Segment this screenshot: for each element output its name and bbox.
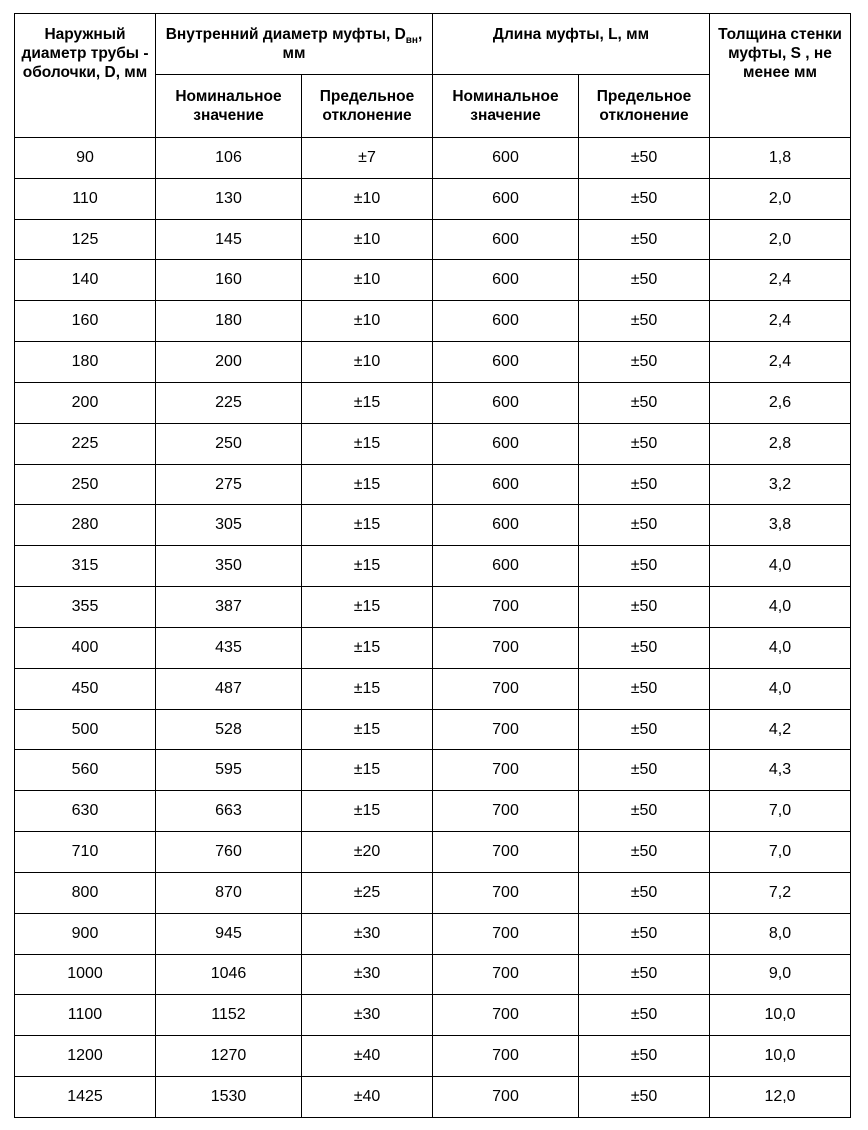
cell-inner-deviation: ±10 [302,301,433,342]
cell-length-nominal: 700 [433,1036,579,1077]
cell-length-nominal: 600 [433,138,579,179]
cell-inner-nominal: 350 [156,546,302,587]
cell-inner-deviation: ±40 [302,1036,433,1077]
cell-outer-diameter: 180 [15,342,156,383]
table-row [15,178,851,219]
cell-length-nominal: 600 [433,505,579,546]
cell-wall-thickness: 4,0 [710,668,851,709]
cell-wall-thickness: 12,0 [710,1077,851,1118]
cell-wall-thickness: 7,0 [710,791,851,832]
cell-outer-diameter: 160 [15,301,156,342]
cell-outer-diameter: 500 [15,709,156,750]
cell-inner-nominal: 275 [156,464,302,505]
cell-inner-deviation: ±25 [302,872,433,913]
cell-inner-deviation: ±15 [302,709,433,750]
cell-length-nominal: 600 [433,178,579,219]
cell-wall-thickness: 9,0 [710,954,851,995]
cell-length-nominal: 700 [433,913,579,954]
cell-outer-diameter: 450 [15,668,156,709]
cell-inner-nominal: 106 [156,138,302,179]
cell-length-nominal: 600 [433,301,579,342]
cell-inner-deviation: ±15 [302,546,433,587]
cell-inner-nominal: 945 [156,913,302,954]
table-row [15,995,851,1036]
header-inner-diameter [156,14,433,75]
cell-inner-deviation: ±15 [302,423,433,464]
cell-outer-diameter: 1100 [15,995,156,1036]
cell-outer-diameter: 1200 [15,1036,156,1077]
cell-outer-diameter: 400 [15,627,156,668]
table-row [15,382,851,423]
cell-length-deviation: ±50 [579,709,710,750]
cell-wall-thickness: 2,0 [710,178,851,219]
cell-wall-thickness: 3,8 [710,505,851,546]
cell-length-deviation: ±50 [579,178,710,219]
cell-inner-deviation: ±30 [302,954,433,995]
cell-inner-deviation: ±15 [302,627,433,668]
cell-length-nominal: 700 [433,1077,579,1118]
cell-inner-nominal: 870 [156,872,302,913]
cell-length-deviation: ±50 [579,1077,710,1118]
cell-inner-deviation: ±15 [302,750,433,791]
header-inner-deviation: Предельное отклонение [302,75,433,138]
cell-inner-nominal: 1046 [156,954,302,995]
cell-length-nominal: 600 [433,464,579,505]
table-header [15,14,851,138]
cell-outer-diameter: 90 [15,138,156,179]
cell-length-deviation: ±50 [579,382,710,423]
table-row [15,342,851,383]
cell-inner-nominal: 760 [156,832,302,873]
cell-length-deviation: ±50 [579,995,710,1036]
cell-inner-deviation: ±15 [302,791,433,832]
cell-wall-thickness: 2,4 [710,342,851,383]
cell-length-nominal: 700 [433,832,579,873]
header-inner-diameter-main: Внутренний диаметр муфты, D [165,26,406,43]
cell-wall-thickness: 10,0 [710,995,851,1036]
cell-length-deviation: ±50 [579,138,710,179]
cell-outer-diameter: 355 [15,587,156,628]
table-row [15,301,851,342]
table-row [15,1077,851,1118]
table-row [15,913,851,954]
cell-wall-thickness: 4,0 [710,627,851,668]
cell-wall-thickness: 7,2 [710,872,851,913]
cell-length-nominal: 600 [433,260,579,301]
cell-outer-diameter: 630 [15,791,156,832]
cell-length-deviation: ±50 [579,832,710,873]
cell-outer-diameter: 900 [15,913,156,954]
cell-length-deviation: ±50 [579,913,710,954]
header-length-deviation: Предельное отклонение [579,75,710,138]
cell-length-deviation: ±50 [579,627,710,668]
cell-wall-thickness: 2,4 [710,301,851,342]
cell-length-deviation: ±50 [579,464,710,505]
table-row [15,954,851,995]
header-thickness: Толщина стенки муфты, S , не менее мм [710,14,851,138]
cell-length-nominal: 700 [433,668,579,709]
header-length: Длина муфты, L, мм [433,14,710,75]
cell-inner-nominal: 387 [156,587,302,628]
cell-outer-diameter: 800 [15,872,156,913]
cell-inner-deviation: ±15 [302,382,433,423]
cell-inner-nominal: 130 [156,178,302,219]
cell-inner-nominal: 145 [156,219,302,260]
cell-inner-deviation: ±15 [302,668,433,709]
cell-inner-deviation: ±20 [302,832,433,873]
table-row [15,423,851,464]
header-outer-diameter: Наружный диаметр трубы - оболочки, D, мм [15,14,156,138]
cell-length-deviation: ±50 [579,872,710,913]
table-row [15,668,851,709]
cell-wall-thickness: 8,0 [710,913,851,954]
cell-inner-deviation: ±30 [302,995,433,1036]
cell-length-nominal: 700 [433,709,579,750]
cell-inner-deviation: ±40 [302,1077,433,1118]
cell-wall-thickness: 4,0 [710,587,851,628]
table-row [15,709,851,750]
table-row [15,1036,851,1077]
cell-length-nominal: 700 [433,995,579,1036]
cell-wall-thickness: 4,2 [710,709,851,750]
header-inner-diameter-unit: , мм [282,26,423,62]
cell-inner-nominal: 200 [156,342,302,383]
cell-length-deviation: ±50 [579,954,710,995]
cell-inner-deviation: ±15 [302,464,433,505]
cell-inner-deviation: ±15 [302,587,433,628]
cell-inner-nominal: 528 [156,709,302,750]
cell-wall-thickness: 7,0 [710,832,851,873]
table-row [15,505,851,546]
table-row [15,791,851,832]
cell-inner-nominal: 435 [156,627,302,668]
table-row [15,832,851,873]
cell-length-deviation: ±50 [579,750,710,791]
cell-wall-thickness: 4,0 [710,546,851,587]
cell-wall-thickness: 1,8 [710,138,851,179]
table-row [15,750,851,791]
cell-inner-deviation: ±30 [302,913,433,954]
cell-wall-thickness: 2,6 [710,382,851,423]
table-body [15,138,851,1118]
cell-length-nominal: 700 [433,791,579,832]
cell-inner-deviation: ±10 [302,178,433,219]
cell-outer-diameter: 140 [15,260,156,301]
cell-inner-deviation: ±15 [302,505,433,546]
cell-wall-thickness: 2,8 [710,423,851,464]
cell-length-nominal: 600 [433,219,579,260]
cell-outer-diameter: 1425 [15,1077,156,1118]
cell-wall-thickness: 4,3 [710,750,851,791]
cell-wall-thickness: 10,0 [710,1036,851,1077]
cell-inner-nominal: 1270 [156,1036,302,1077]
cell-inner-deviation: ±10 [302,260,433,301]
cell-length-deviation: ±50 [579,587,710,628]
cell-length-nominal: 700 [433,872,579,913]
cell-length-nominal: 600 [433,546,579,587]
table-row [15,587,851,628]
table-row [15,260,851,301]
cell-length-nominal: 700 [433,587,579,628]
cell-inner-deviation: ±10 [302,342,433,383]
table-row [15,219,851,260]
table-row [15,138,851,179]
cell-inner-nominal: 1152 [156,995,302,1036]
cell-outer-diameter: 560 [15,750,156,791]
table-row [15,872,851,913]
cell-inner-nominal: 305 [156,505,302,546]
coupling-dimensions-table [14,13,851,1118]
cell-outer-diameter: 125 [15,219,156,260]
cell-length-deviation: ±50 [579,546,710,587]
cell-outer-diameter: 1000 [15,954,156,995]
cell-inner-nominal: 160 [156,260,302,301]
cell-length-deviation: ±50 [579,301,710,342]
cell-length-deviation: ±50 [579,423,710,464]
cell-outer-diameter: 200 [15,382,156,423]
cell-length-nominal: 700 [433,750,579,791]
cell-length-deviation: ±50 [579,342,710,383]
cell-inner-nominal: 663 [156,791,302,832]
cell-length-deviation: ±50 [579,505,710,546]
cell-inner-nominal: 487 [156,668,302,709]
cell-length-nominal: 700 [433,627,579,668]
cell-inner-nominal: 250 [156,423,302,464]
cell-length-deviation: ±50 [579,1036,710,1077]
header-inner-diameter-sub: вн [405,35,418,47]
cell-inner-nominal: 225 [156,382,302,423]
cell-outer-diameter: 250 [15,464,156,505]
cell-outer-diameter: 280 [15,505,156,546]
cell-length-nominal: 700 [433,954,579,995]
cell-wall-thickness: 2,4 [710,260,851,301]
cell-length-deviation: ±50 [579,219,710,260]
table-row [15,627,851,668]
cell-length-nominal: 600 [433,342,579,383]
cell-wall-thickness: 3,2 [710,464,851,505]
table-row [15,546,851,587]
cell-outer-diameter: 315 [15,546,156,587]
cell-length-nominal: 600 [433,423,579,464]
cell-inner-nominal: 595 [156,750,302,791]
cell-inner-deviation: ±7 [302,138,433,179]
header-length-nominal: Номинальное значение [433,75,579,138]
cell-outer-diameter: 710 [15,832,156,873]
cell-inner-deviation: ±10 [302,219,433,260]
cell-length-deviation: ±50 [579,260,710,301]
cell-length-nominal: 600 [433,382,579,423]
table-row [15,464,851,505]
header-inner-nominal: Номинальное значение [156,75,302,138]
cell-outer-diameter: 110 [15,178,156,219]
cell-outer-diameter: 225 [15,423,156,464]
cell-length-deviation: ±50 [579,668,710,709]
cell-inner-nominal: 1530 [156,1077,302,1118]
cell-wall-thickness: 2,0 [710,219,851,260]
cell-length-deviation: ±50 [579,791,710,832]
cell-inner-nominal: 180 [156,301,302,342]
